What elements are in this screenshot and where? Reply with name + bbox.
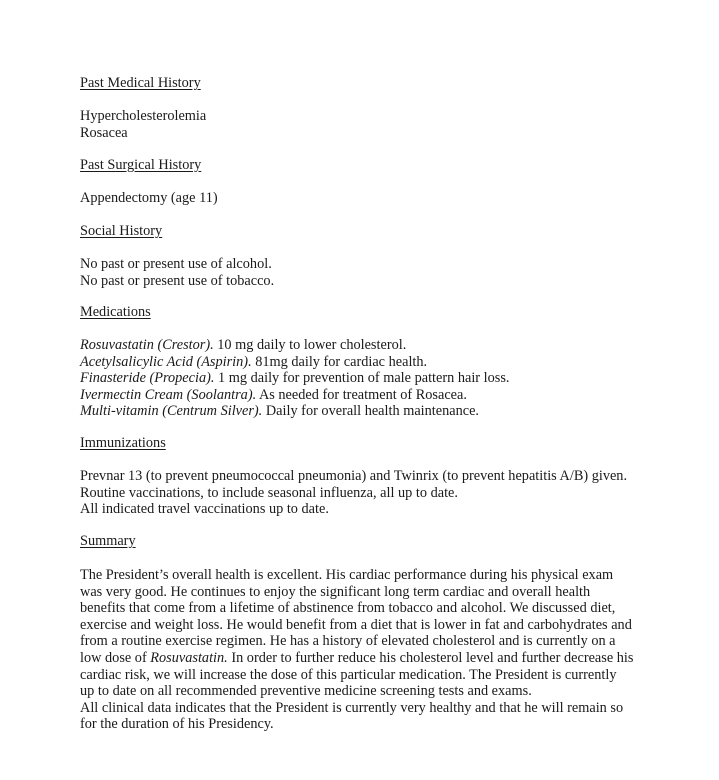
list-item: All indicated travel vaccinations up to date. [80, 501, 329, 518]
medication-name: Multi-vitamin (Centrum Silver). [80, 403, 263, 420]
medication-detail: Daily for overall health maintenance. [262, 403, 480, 420]
list-item: Appendectomy (age 11) [80, 190, 218, 206]
medication-name: Rosuvastatin. [150, 649, 228, 666]
medication-name: Acetylsalicylic Acid (Aspirin). [80, 353, 252, 370]
social-history-heading: Social History [80, 223, 163, 239]
medication-detail: 81mg daily for cardiac health. [251, 353, 428, 370]
medications-list [80, 337, 640, 420]
medication-name: Ivermectin Cream (Soolantra). [80, 386, 257, 403]
past-surgical-history-list [80, 190, 640, 207]
past-medical-history-heading: Past Medical History [80, 75, 201, 91]
medication-detail: 1 mg daily for prevention of male pattern hair loss. [214, 370, 510, 387]
past-medical-history-list [80, 108, 640, 141]
medication-name: Finasteride (Propecia). [80, 370, 215, 387]
summary-line: up to date on all recommended preventive medicine screening tests and exams. [80, 683, 532, 700]
immunizations-list [80, 468, 640, 518]
summary-line: benefits that come from a lifetime of abstinence from tobacco and alcohol. We discussed diet, [80, 600, 616, 617]
immunizations-heading: Immunizations [80, 435, 166, 451]
list-item: Rosacea [80, 124, 128, 141]
summary-line: exercise and weight loss. He would benefit from a diet that is lower in fat and carbohydrates and [80, 616, 632, 633]
summary-line: cardiac risk, we will increase the dose of this particular medication. The President is currently [80, 666, 617, 683]
summary-paragraph [80, 567, 640, 733]
summary-line: was very good. He continues to enjoy the significant long term cardiac and overall health [80, 583, 591, 600]
medications-heading: Medications [80, 304, 151, 320]
social-history-list [80, 256, 640, 289]
medication-item [80, 387, 640, 404]
summary-line: from a routine exercise regimen. He has a history of elevated cholesterol and is currently on a [80, 633, 616, 650]
medication-item [80, 370, 640, 387]
list-item: No past or present use of alcohol. [80, 256, 272, 272]
medication-name: Rosuvastatin (Crestor). [80, 337, 214, 353]
summary-text: low dose of [80, 649, 151, 666]
list-item: Prevnar 13 (to prevent pneumococcal pneumonia) and Twinrix (to prevent hepatitis A/B) given. [80, 468, 628, 484]
summary-text: In order to further reduce his cholesterol level and further decrease his [227, 649, 634, 666]
summary-line [80, 650, 640, 667]
medication-item [80, 337, 640, 354]
list-item: No past or present use of tobacco. [80, 272, 275, 289]
past-surgical-history-heading: Past Surgical History [80, 157, 202, 173]
medication-item [80, 403, 640, 420]
medication-item [80, 354, 640, 371]
medication-detail: 10 mg daily to lower cholesterol. [213, 337, 407, 353]
list-item: Hypercholesterolemia [80, 108, 207, 124]
summary-heading: Summary [80, 533, 136, 549]
summary-line: The President’s overall health is excellent. His cardiac performance during his physical exam [80, 567, 614, 583]
medication-detail: As needed for treatment of Rosacea. [256, 386, 467, 403]
summary-line: for the duration of his Presidency. [80, 716, 274, 733]
list-item: Routine vaccinations, to include seasonal influenza, all up to date. [80, 484, 458, 501]
summary-line: All clinical data indicates that the President is currently very healthy and that he will remain so [80, 699, 624, 716]
